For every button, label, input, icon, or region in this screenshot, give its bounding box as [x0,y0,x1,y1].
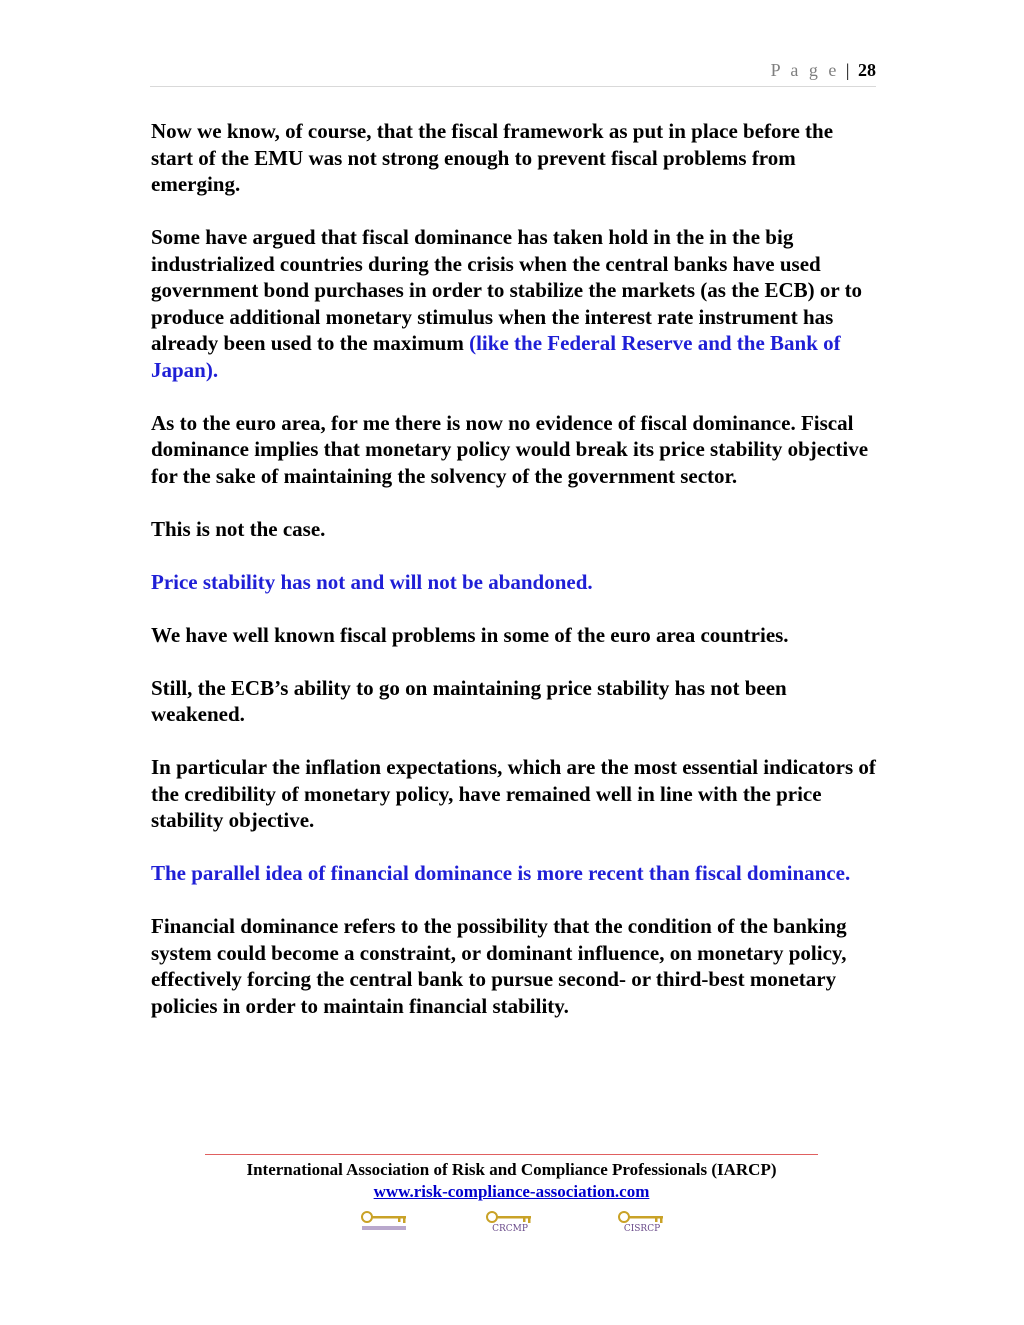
paragraph-10: Financial dominance refers to the possibility that the condition of the banking system could become a constraint, or dominant influence, on monetary policy, effectively forcing the central bank to pursue second- or third-best monetary policies in order to maintain financial stability. [151,914,847,1018]
logo-2 [485,1210,535,1238]
paragraph-2-highlight: (like the Federal Reserve and the Bank of Japan). [151,331,841,382]
document-body [151,118,876,1046]
key-icon [360,1210,410,1226]
logo-1-caption-strip [362,1226,406,1230]
paragraph-2 [151,224,876,383]
footer-link[interactable]: www.risk-compliance-association.com [373,1182,650,1201]
paragraph-1: Now we know, of course, that the fiscal framework as put in place before the start of the EMU was not strong enough to prevent fiscal problems from emerging. [151,119,834,196]
paragraph-3: As to the euro area, for me there is now no evidence of fiscal dominance. Fiscal dominance implies that monetary policy would break its price stability objective for the sake of maintaining the solvency of the government sector. [151,410,869,488]
paragraph-7: Still, the ECB’s ability to go on maintaining price stability has not been weakened. [151,675,787,726]
certification-logos [355,1210,685,1240]
paragraph-6: We have well known fiscal problems in some of the euro area countries. [151,622,789,647]
page-header [150,60,876,87]
paragraph-2-text: Some have argued that fiscal dominance has taken hold in the in the big industrialized countries during the crisis when the central banks have used government bond purchases in order to stabilize the markets (as the ECB) or to produce additional monetary stimulus when the interest rate instrument has already been used to the maximum [151,225,863,355]
paragraph-9: The parallel idea of financial dominance is more recent than fiscal dominance. [151,861,851,885]
page-label: P a g e [770,60,840,80]
paragraph-5: Price stability has not and will not be abandoned. [151,569,593,594]
footer-organization: International Association of Risk and Compliance Professionals (IARCP) [246,1160,777,1179]
page-footer [205,1154,818,1203]
logo-3-label: CISRCP [623,1224,661,1234]
paragraph-4: This is not the case. [151,516,326,541]
paragraph-8: In particular the inflation expectations, which are the most essential indicators of the credibility of monetary policy, have remained well in line with the price stability objective. [151,755,876,832]
logo-2-label: CRCMP [492,1224,528,1234]
page-separator: | [845,60,850,80]
page-number: 28 [858,60,876,80]
logo-1 [360,1210,410,1238]
logo-3 [617,1210,667,1238]
